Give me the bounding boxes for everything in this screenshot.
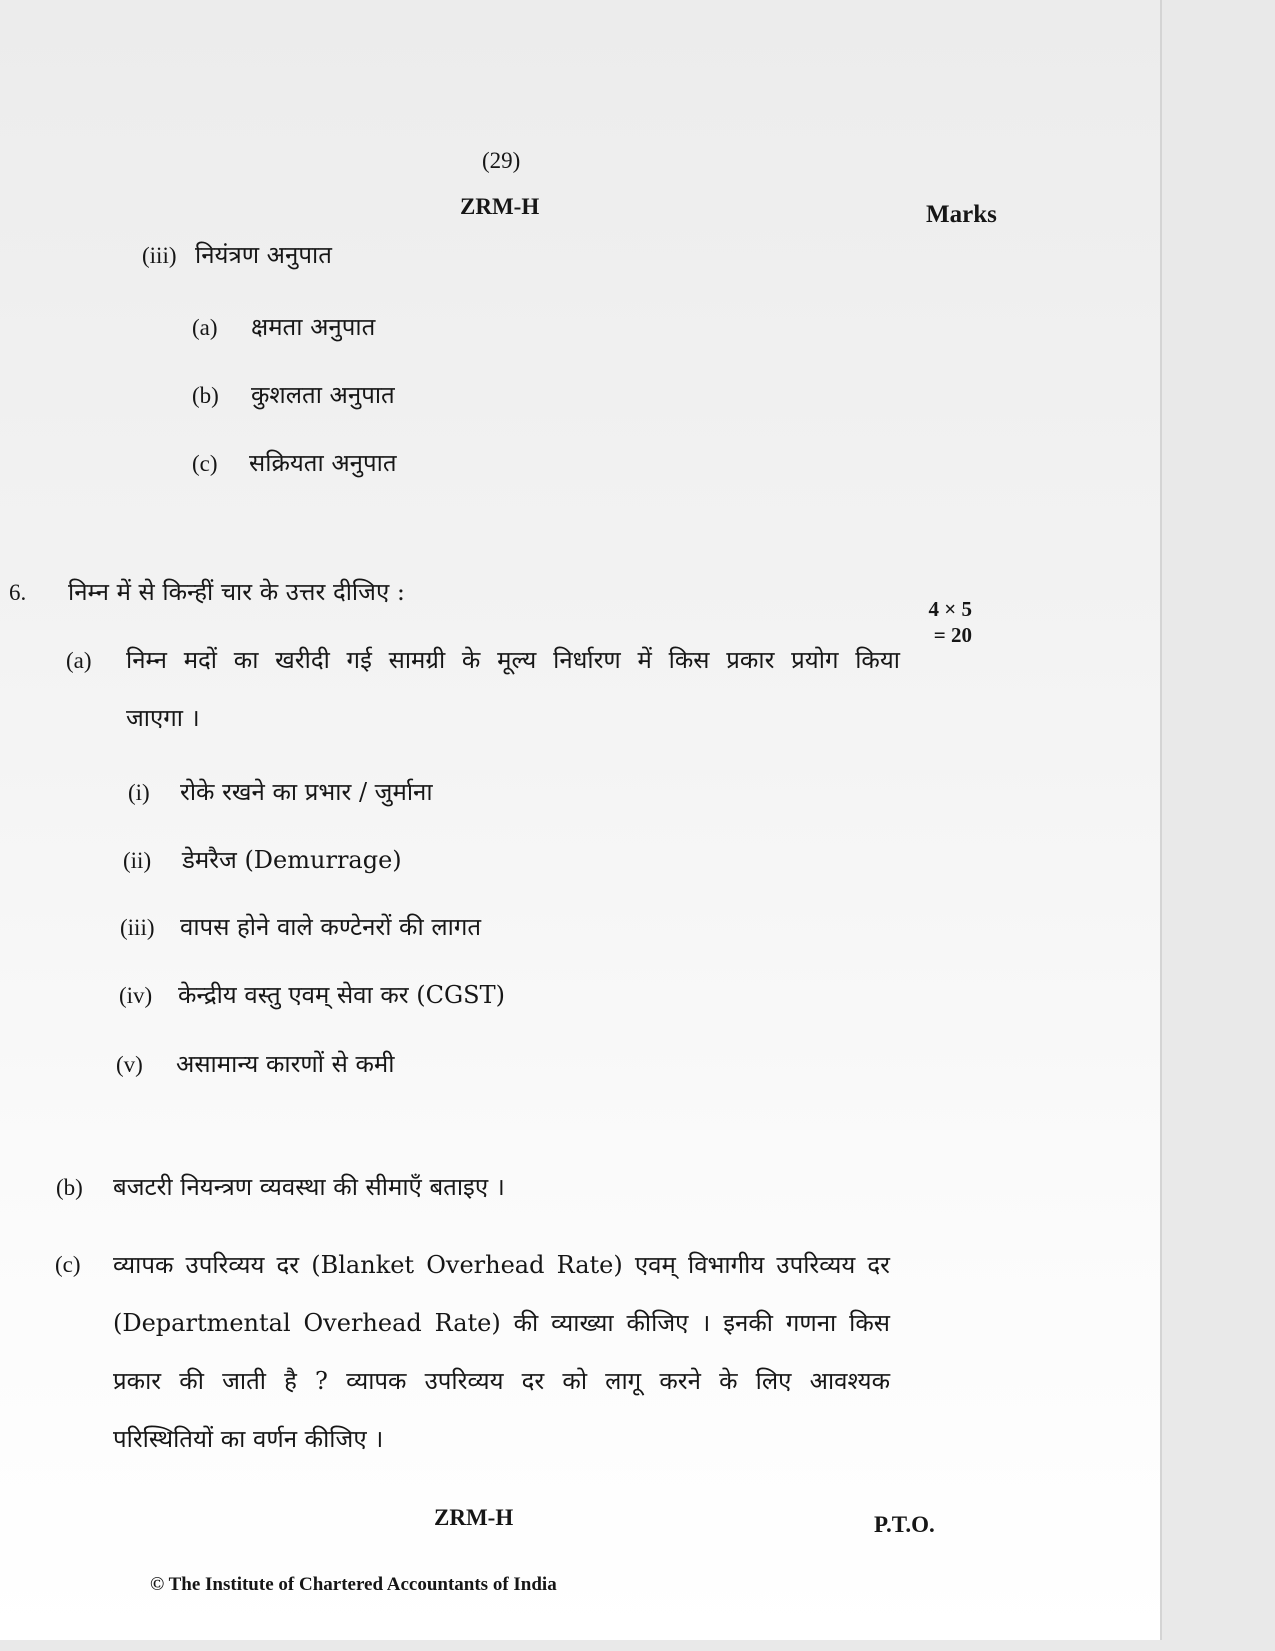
list-item-label: (iv): [119, 983, 153, 1008]
copyright-notice: © The Institute of Chartered Accountants of India: [150, 1574, 557, 1595]
question-number: 6.: [9, 580, 27, 605]
list-item-label: (i): [128, 780, 150, 805]
subquestion-label: (a): [66, 648, 92, 673]
paper-code-header: ZRM-H: [460, 194, 540, 219]
list-item-label: (iii): [120, 915, 155, 940]
list-item-label: (ii): [123, 848, 152, 873]
paragraph-line: जाएगा ।: [126, 704, 200, 732]
list-item-text: कुशलता अनुपात: [251, 381, 395, 409]
marks-total: = 20: [933, 623, 972, 647]
list-item-label: (b): [192, 383, 219, 408]
paragraph-line: व्यापक उपरिव्यय दर (Blanket Overhead Rate) एवम् विभागीय उपरिव्यय दर: [113, 1251, 890, 1279]
section-iii-label: (iii): [142, 243, 177, 268]
list-item-text: क्षमता अनुपात: [251, 313, 376, 341]
paragraph-line: निम्न मदों का खरीदी गई सामग्री के मूल्य निर्धारण में किस प्रकार प्रयोग किया: [126, 646, 900, 674]
paper-code-footer: ZRM-H: [434, 1505, 514, 1530]
list-item-label: (v): [116, 1052, 143, 1077]
question-instruction: निम्न में से किन्हीं चार के उत्तर दीजिए :: [68, 578, 405, 606]
list-item-text: डेमरैज (Demurrage): [182, 846, 402, 874]
page-number: (29): [482, 148, 521, 173]
subquestion-c-text: [113, 1236, 890, 1468]
pto-label: P.T.O.: [874, 1512, 935, 1537]
subquestion-a-text: [126, 631, 900, 747]
list-item-text: वापस होने वाले कण्टेनरों की लागत: [180, 913, 482, 941]
subquestion-b-text: बजटरी नियन्त्रण व्यवस्था की सीमाएँ बताइए ।: [113, 1173, 505, 1201]
paragraph-line: प्रकार की जाती है ? व्यापक उपरिव्यय दर को लागू करने के लिए आवश्यक: [113, 1367, 890, 1395]
paragraph-line: (Departmental Overhead Rate) की व्याख्या कीजिए । इनकी गणना किस: [113, 1309, 890, 1337]
subquestion-label: (b): [56, 1175, 83, 1200]
list-item-text: असामान्य कारणों से कमी: [176, 1050, 395, 1078]
marks-breakdown: 4 × 5: [928, 597, 972, 621]
marks-column-label: Marks: [926, 201, 997, 228]
list-item-text: रोके रखने का प्रभार / जुर्माना: [180, 778, 433, 806]
list-item-text: सक्रियता अनुपात: [249, 449, 397, 477]
list-item-text: केन्द्रीय वस्तु एवम् सेवा कर (CGST): [178, 981, 505, 1009]
paragraph-line: परिस्थितियों का वर्णन कीजिए ।: [113, 1425, 384, 1453]
list-item-label: (c): [192, 451, 218, 476]
list-item-label: (a): [192, 315, 218, 340]
subquestion-label: (c): [55, 1252, 81, 1277]
section-iii-title: नियंत्रण अनुपात: [195, 241, 332, 269]
